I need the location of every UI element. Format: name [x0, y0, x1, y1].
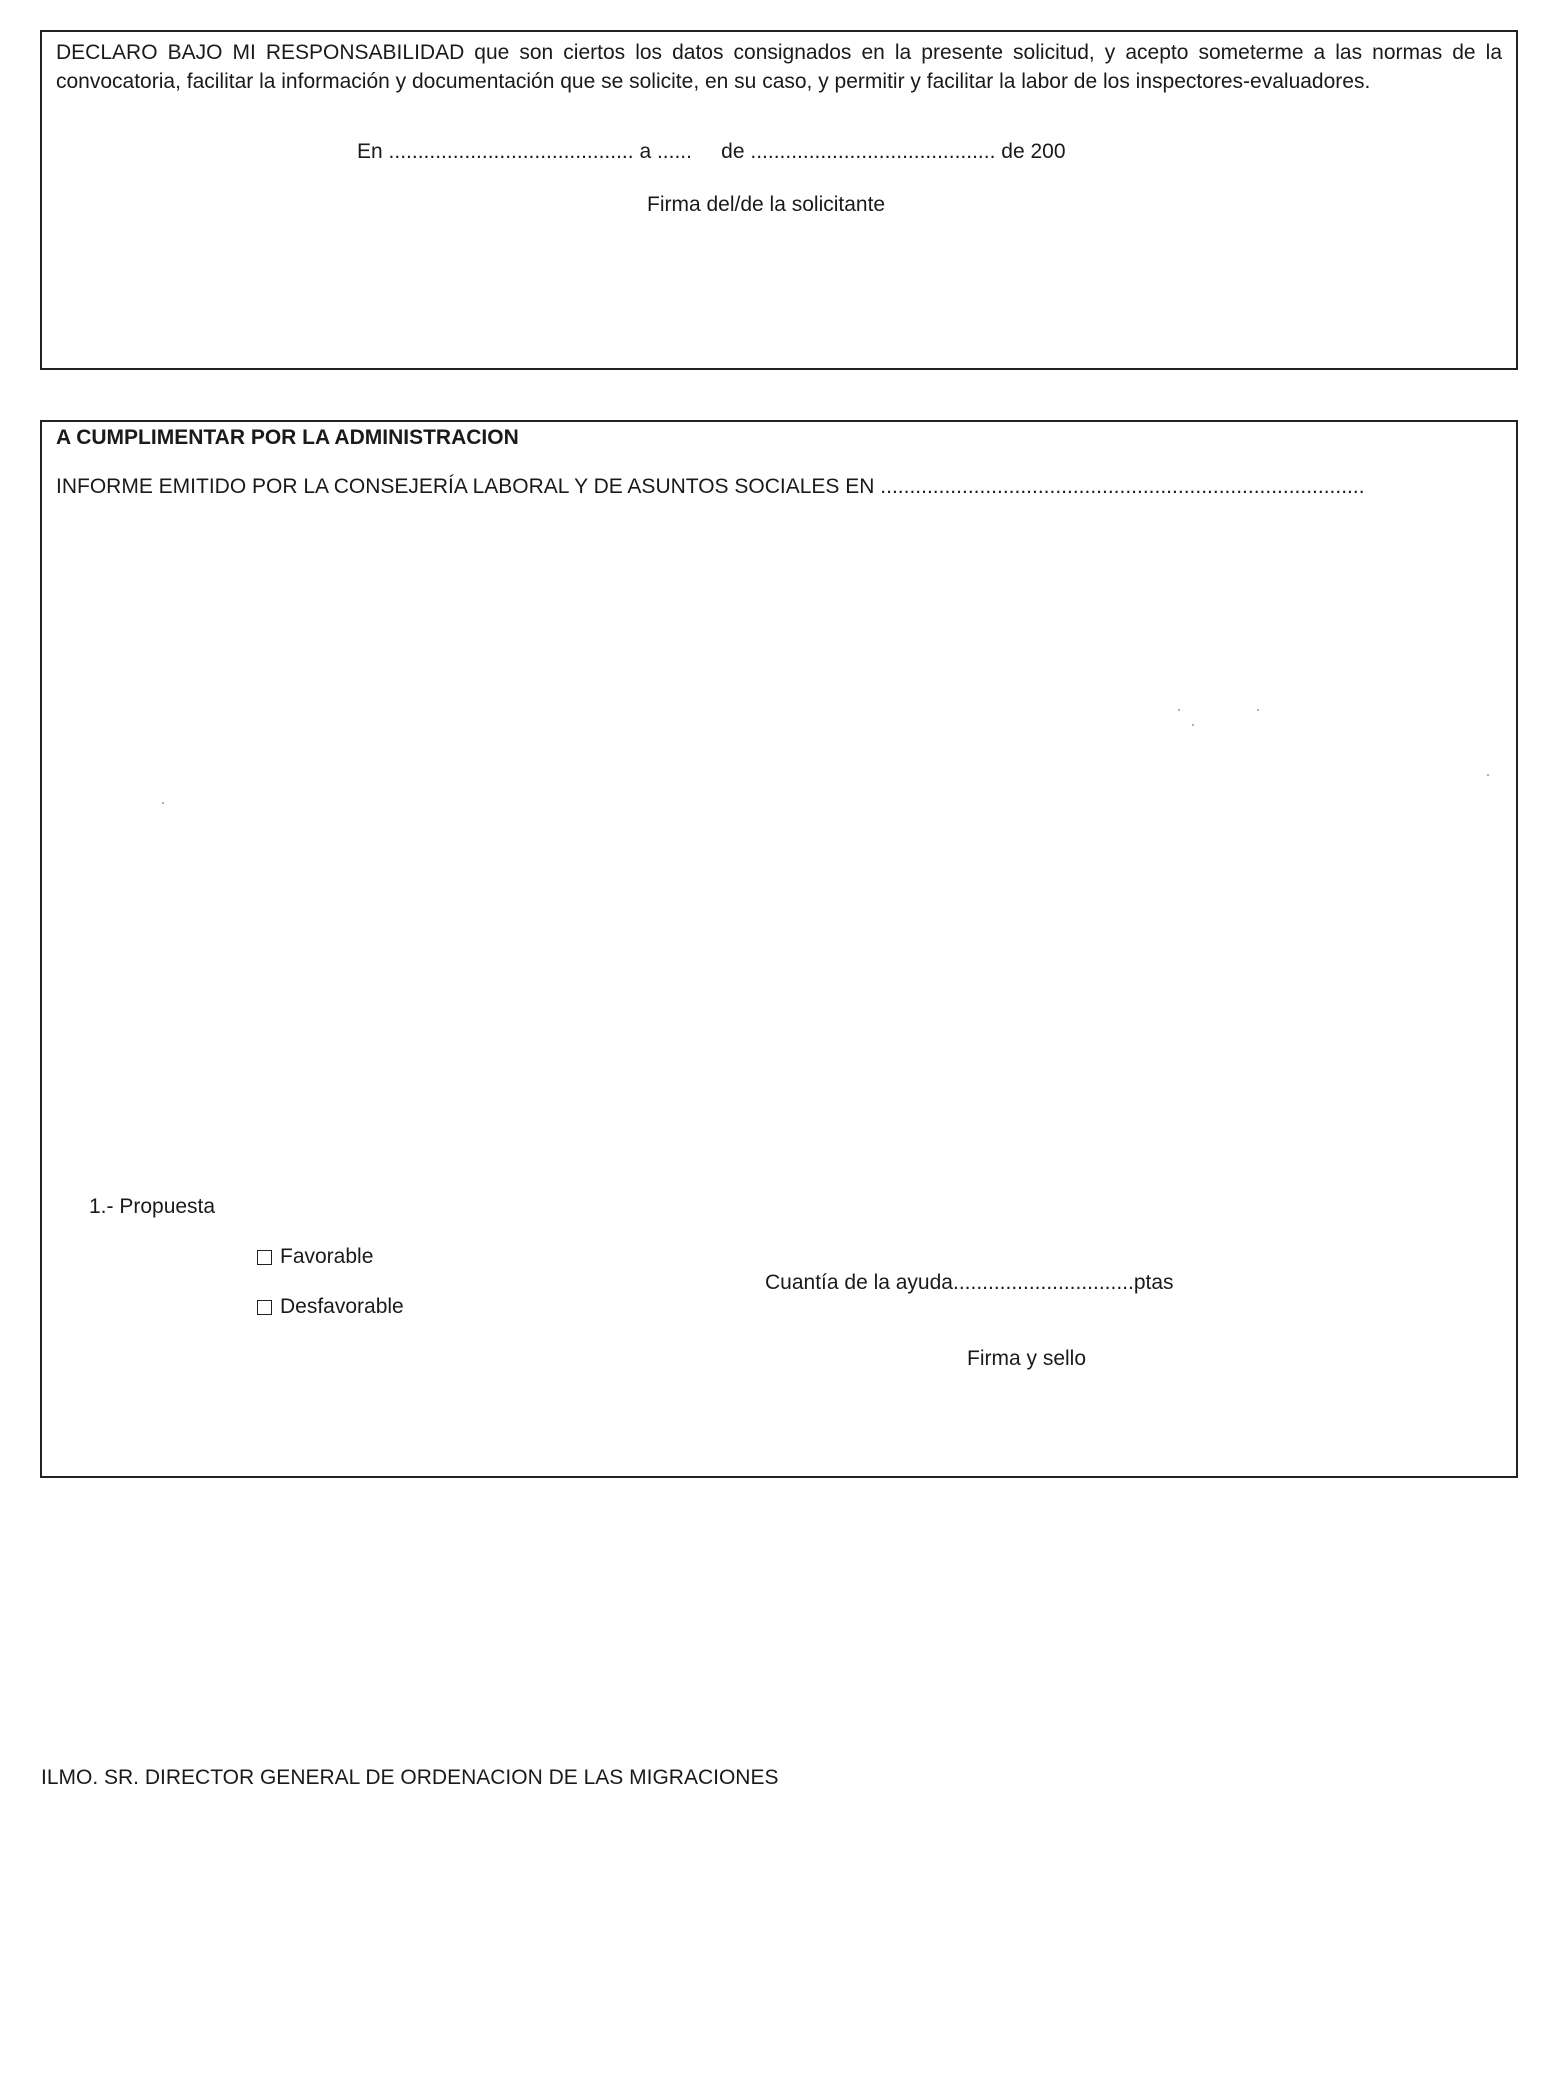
declaration-text: DECLARO BAJO MI RESPONSABILIDAD que son ciertos los datos consignados en la presente solicitud, y acepto someterme a las normas de la convocatoria, facilitar la información y documentación que se solicite, en su caso, y permitir y facilitar la labor de los inspectores-evaluadores. — [56, 41, 1502, 93]
scan-speck — [1178, 709, 1180, 711]
amount-label: Cuantía de la ayuda — [765, 1271, 953, 1294]
place-en-label: En — [357, 140, 383, 163]
favorable-option[interactable] — [257, 1245, 373, 1269]
amount-field[interactable]: ............................... — [952, 1271, 1134, 1294]
place-date-line — [357, 140, 1066, 164]
day-field[interactable]: ...... — [656, 140, 692, 163]
scan-speck — [1192, 724, 1194, 726]
scan-speck — [1257, 709, 1259, 711]
favorable-checkbox[interactable] — [257, 1250, 272, 1265]
proposal-label: 1.- Propuesta — [89, 1195, 216, 1218]
month-de-label: de — [721, 140, 745, 163]
report-line — [56, 475, 1365, 499]
admin-heading: A CUMPLIMENTAR POR LA ADMINISTRACION — [56, 426, 519, 449]
unfavorable-label: Desfavorable — [280, 1295, 404, 1318]
place-field[interactable]: .......................................... — [388, 140, 634, 163]
amount-line — [765, 1271, 1174, 1295]
unfavorable-checkbox[interactable] — [257, 1300, 272, 1315]
month-field[interactable]: .......................................... — [750, 140, 996, 163]
report-label: INFORME EMITIDO POR LA CONSEJERÍA LABORAL Y DE ASUNTOS SOCIALES EN — [56, 475, 875, 498]
favorable-label: Favorable — [280, 1245, 374, 1268]
addressee-line: ILMO. SR. DIRECTOR GENERAL DE ORDENACION DE LAS MIGRACIONES — [41, 1766, 779, 1789]
day-a-label: a — [639, 140, 652, 163]
administration-box — [40, 420, 1518, 1478]
year-label: de 200 — [1001, 140, 1066, 163]
stamp-signature-label: Firma y sello — [967, 1347, 1087, 1370]
applicant-signature-label: Firma del/de la solicitante — [647, 193, 886, 216]
amount-unit: ptas — [1133, 1271, 1174, 1294]
declaration-box — [40, 30, 1518, 370]
unfavorable-option[interactable] — [257, 1295, 404, 1319]
scan-speck — [1487, 774, 1489, 776]
scan-speck — [162, 802, 164, 804]
report-location-field[interactable]: ................................................................................... — [880, 475, 1365, 498]
